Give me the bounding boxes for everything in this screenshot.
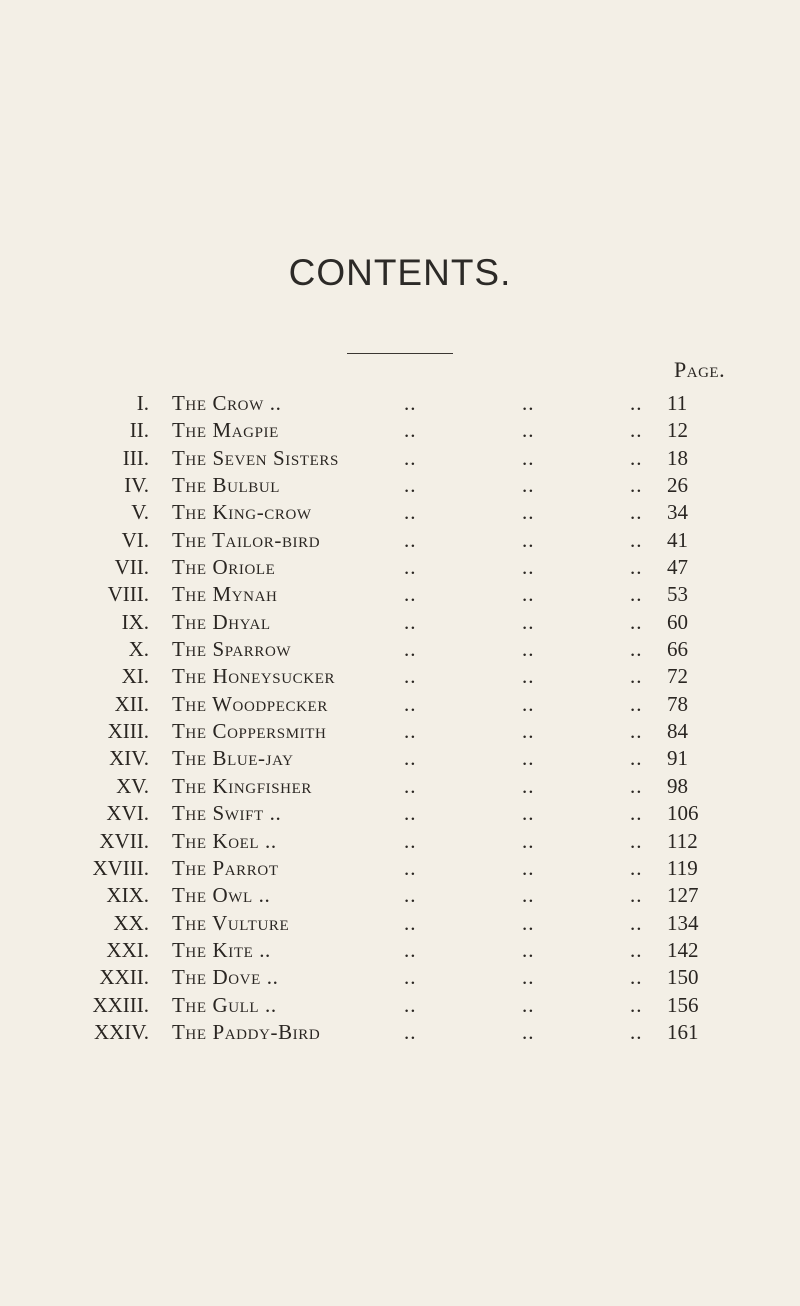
- dot-leader: ..: [630, 691, 643, 716]
- dot-leader: ..: [404, 883, 417, 908]
- page-number: 72: [667, 664, 688, 689]
- dot-leader: ..: [522, 418, 535, 443]
- page-number: 41: [667, 527, 688, 552]
- page-number: 142: [667, 937, 699, 962]
- page-number: 119: [667, 855, 698, 880]
- dot-leader: ..: [522, 473, 535, 498]
- contents-entry: [0, 829, 800, 856]
- page-number: 127: [667, 883, 699, 908]
- page-column-label: Page.: [674, 357, 726, 382]
- dot-leader: ..: [630, 801, 643, 826]
- dot-leader: ..: [630, 391, 643, 415]
- chapter-number: XXI.: [106, 937, 149, 962]
- chapter-title: The Oriole: [172, 555, 276, 580]
- dot-leader: ..: [522, 609, 535, 634]
- dot-leader: ..: [630, 828, 643, 853]
- chapter-title: The Koel ..: [172, 828, 277, 853]
- contents-heading: CONTENTS.: [288, 252, 512, 293]
- page-number: 60: [667, 609, 688, 634]
- chapter-number: XVI.: [106, 801, 149, 826]
- dot-leader: ..: [630, 773, 643, 798]
- dot-leader: ..: [630, 1019, 643, 1044]
- contents-entry: [0, 965, 800, 992]
- chapter-title: The Coppersmith: [172, 719, 327, 744]
- dot-leader: ..: [630, 719, 643, 744]
- contents-list: [0, 391, 800, 1047]
- dot-leader: ..: [630, 965, 643, 990]
- chapter-title: The Tailor-bird: [172, 527, 321, 552]
- page-number: 150: [667, 965, 699, 990]
- dot-leader: ..: [630, 445, 643, 470]
- dot-leader: ..: [404, 746, 417, 771]
- dot-leader: ..: [522, 555, 535, 580]
- chapter-title: The Bulbul: [172, 473, 281, 498]
- dot-leader: ..: [630, 992, 643, 1017]
- dot-leader: ..: [404, 445, 417, 470]
- page-number: 156: [667, 992, 699, 1017]
- chapter-number: I.: [136, 391, 149, 415]
- contents-entry: [0, 582, 800, 609]
- page-number: 12: [667, 418, 688, 443]
- page-number: 98: [667, 773, 688, 798]
- page-number: 112: [667, 828, 698, 853]
- dot-leader: ..: [522, 965, 535, 990]
- dot-leader: ..: [404, 555, 417, 580]
- contents-entry: [0, 801, 800, 828]
- dot-leader: ..: [404, 992, 417, 1017]
- contents-entry: [0, 719, 800, 746]
- dot-leader: ..: [404, 418, 417, 443]
- chapter-number: VIII.: [107, 582, 149, 607]
- dot-leader: ..: [404, 609, 417, 634]
- dot-leader: ..: [522, 1019, 535, 1044]
- page-number: 106: [667, 801, 699, 826]
- dot-leader: ..: [404, 637, 417, 662]
- chapter-title: The Kite ..: [172, 937, 271, 962]
- dot-leader: ..: [404, 691, 417, 716]
- contents-entry: [0, 664, 800, 691]
- chapter-number: IV.: [124, 473, 149, 498]
- page-number: 66: [667, 637, 688, 662]
- dot-leader: ..: [630, 664, 643, 689]
- chapter-number: VI.: [121, 527, 149, 552]
- contents-entry: [0, 993, 800, 1020]
- contents-entry: [0, 500, 800, 527]
- dot-leader: ..: [522, 582, 535, 607]
- heading-rule: [347, 353, 453, 354]
- dot-leader: ..: [522, 937, 535, 962]
- dot-leader: ..: [404, 855, 417, 880]
- dot-leader: ..: [522, 855, 535, 880]
- chapter-title: The Woodpecker: [172, 691, 328, 716]
- dot-leader: ..: [522, 910, 535, 935]
- page-number: 47: [667, 555, 688, 580]
- chapter-title: The Sparrow: [172, 637, 292, 662]
- chapter-number: XXIII.: [92, 992, 149, 1017]
- contents-entry: [0, 637, 800, 664]
- chapter-title: The Blue-jay: [172, 746, 294, 771]
- dot-leader: ..: [522, 527, 535, 552]
- contents-entry: [0, 883, 800, 910]
- contents-entry: [0, 856, 800, 883]
- chapter-number: V.: [131, 500, 149, 525]
- contents-entry: [0, 446, 800, 473]
- dot-leader: ..: [522, 746, 535, 771]
- contents-entry: [0, 555, 800, 582]
- chapter-number: II.: [129, 418, 149, 443]
- page-number: 53: [667, 582, 688, 607]
- dot-leader: ..: [630, 883, 643, 908]
- chapter-title: The Honeysucker: [172, 664, 336, 689]
- dot-leader: ..: [630, 418, 643, 443]
- page-number: 134: [667, 910, 699, 935]
- chapter-title: The Dove ..: [172, 965, 279, 990]
- dot-leader: ..: [522, 500, 535, 525]
- contents-entry: [0, 528, 800, 555]
- chapter-number: XIII.: [107, 719, 149, 744]
- dot-leader: ..: [522, 773, 535, 798]
- dot-leader: ..: [630, 855, 643, 880]
- chapter-title: The King-crow: [172, 500, 312, 525]
- page-number: 78: [667, 691, 688, 716]
- dot-leader: ..: [630, 746, 643, 771]
- chapter-number: XVII.: [99, 828, 149, 853]
- dot-leader: ..: [404, 965, 417, 990]
- chapter-number: XXII.: [99, 965, 149, 990]
- dot-leader: ..: [404, 719, 417, 744]
- dot-leader: ..: [404, 910, 417, 935]
- chapter-number: X.: [128, 637, 149, 662]
- dot-leader: ..: [630, 937, 643, 962]
- contents-entry: [0, 418, 800, 445]
- contents-entry: [0, 391, 800, 418]
- dot-leader: ..: [404, 500, 417, 525]
- dot-leader: ..: [404, 937, 417, 962]
- dot-leader: ..: [522, 691, 535, 716]
- page-number: 161: [667, 1019, 699, 1044]
- page-number: 26: [667, 473, 688, 498]
- chapter-title: The Owl ..: [172, 883, 271, 908]
- page-number: 18: [667, 445, 688, 470]
- contents-entry: [0, 692, 800, 719]
- chapter-number: XX.: [113, 910, 149, 935]
- dot-leader: ..: [522, 445, 535, 470]
- dot-leader: ..: [630, 473, 643, 498]
- chapter-title: The Crow ..: [172, 391, 282, 415]
- chapter-number: IX.: [121, 609, 149, 634]
- dot-leader: ..: [522, 391, 535, 415]
- contents-entry: [0, 473, 800, 500]
- dot-leader: ..: [404, 391, 417, 415]
- chapter-title: The Swift ..: [172, 801, 282, 826]
- contents-entry: [0, 1020, 800, 1047]
- chapter-number: XVIII.: [92, 855, 149, 880]
- page-number: 91: [667, 746, 688, 771]
- contents-entry: [0, 610, 800, 637]
- contents-entry: [0, 911, 800, 938]
- chapter-title: The Vulture: [172, 910, 290, 935]
- dot-leader: ..: [522, 801, 535, 826]
- page-number: 84: [667, 719, 688, 744]
- chapter-number: XV.: [116, 773, 149, 798]
- dot-leader: ..: [404, 664, 417, 689]
- chapter-title: The Gull ..: [172, 992, 277, 1017]
- dot-leader: ..: [404, 801, 417, 826]
- contents-entry: [0, 746, 800, 773]
- dot-leader: ..: [404, 828, 417, 853]
- chapter-title: The Magpie: [172, 418, 279, 443]
- dot-leader: ..: [522, 664, 535, 689]
- chapter-title: The Mynah: [172, 582, 278, 607]
- chapter-title: The Paddy-Bird: [172, 1019, 321, 1044]
- chapter-title: The Parrot: [172, 855, 279, 880]
- dot-leader: ..: [404, 582, 417, 607]
- dot-leader: ..: [522, 637, 535, 662]
- dot-leader: ..: [404, 773, 417, 798]
- dot-leader: ..: [630, 527, 643, 552]
- dot-leader: ..: [630, 582, 643, 607]
- dot-leader: ..: [404, 527, 417, 552]
- chapter-number: XXIV.: [93, 1019, 149, 1044]
- contents-entry: [0, 938, 800, 965]
- chapter-number: XIX.: [106, 883, 149, 908]
- dot-leader: ..: [522, 828, 535, 853]
- dot-leader: ..: [522, 883, 535, 908]
- dot-leader: ..: [630, 910, 643, 935]
- contents-entry: [0, 774, 800, 801]
- chapter-title: The Seven Sisters: [172, 445, 339, 470]
- chapter-number: XII.: [114, 691, 149, 716]
- page-number: 11: [667, 391, 688, 415]
- dot-leader: ..: [630, 555, 643, 580]
- dot-leader: ..: [404, 1019, 417, 1044]
- chapter-number: VII.: [114, 555, 149, 580]
- dot-leader: ..: [522, 992, 535, 1017]
- chapter-title: The Kingfisher: [172, 773, 312, 798]
- dot-leader: ..: [630, 637, 643, 662]
- dot-leader: ..: [630, 500, 643, 525]
- dot-leader: ..: [630, 609, 643, 634]
- chapter-number: XIV.: [109, 746, 149, 771]
- chapter-title: The Dhyal: [172, 609, 271, 634]
- chapter-number: III.: [122, 445, 149, 470]
- dot-leader: ..: [522, 719, 535, 744]
- chapter-number: XI.: [121, 664, 149, 689]
- dot-leader: ..: [404, 473, 417, 498]
- page-number: 34: [667, 500, 688, 525]
